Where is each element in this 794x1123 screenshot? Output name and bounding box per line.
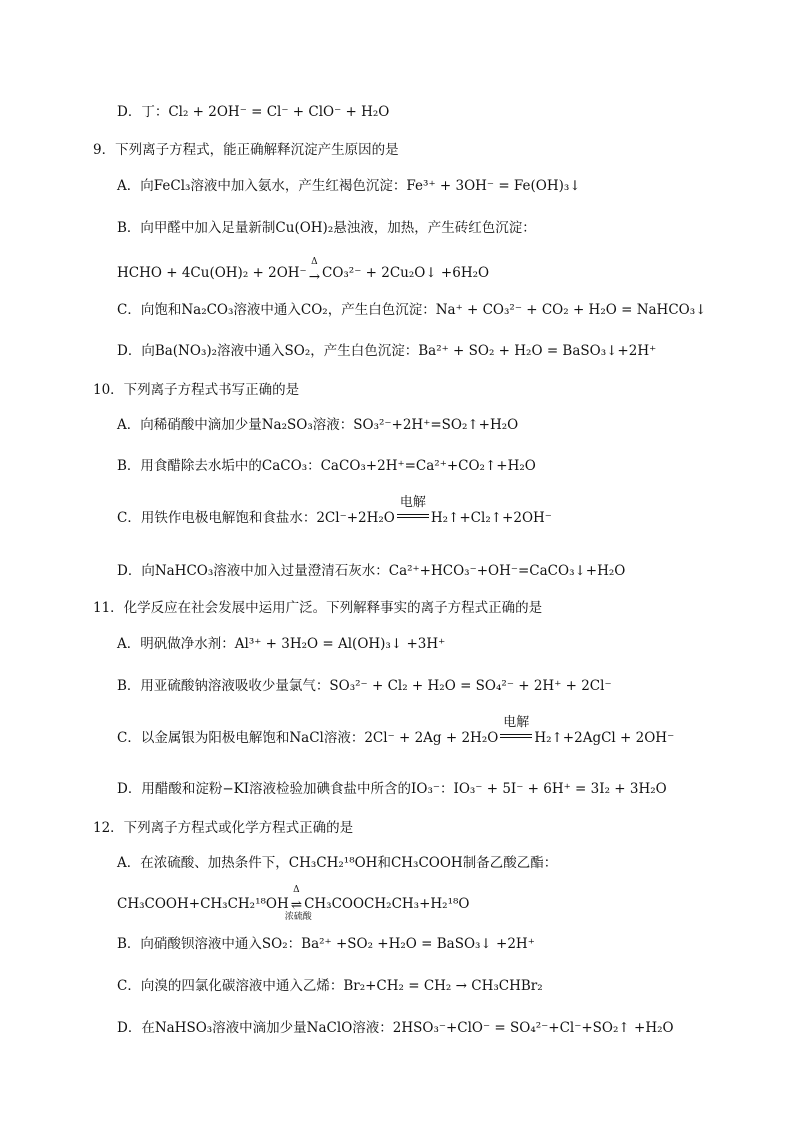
q12-option-a-equation (117, 885, 470, 922)
equation-left: HCHO + 4Cu(OH)₂ + 2OH⁻ (117, 265, 307, 281)
q10-option-b: B．用食醋除去水垢中的CaCO₃：CaCO₃+2H⁺=Ca²⁺+CO₂↑+H₂O (117, 458, 536, 474)
equilibrium-arrow: ⇌ (290, 897, 303, 913)
q10-option-d: D．向NaHCO₃溶液中加入过量澄清石灰水：Ca²⁺+HCO₃⁻+OH⁻=CaCO₃↓+H₂O (117, 563, 626, 579)
q12-option-b: B．向硝酸钡溶液中通入SO₂：Ba²⁺ +SO₂ +H₂O = BaSO₃↓ +2H⁺ (117, 936, 535, 952)
electrolysis-sign (500, 715, 532, 740)
equation-left: C．用铁作电极电解饱和食盐水：2Cl⁻+2H₂O (117, 510, 395, 526)
equation-left: C．以金属银为阳极电解饱和NaCl溶液：2Cl⁻ + 2Ag + 2H₂O (117, 730, 499, 746)
q9-option-b-equation (117, 258, 489, 287)
reversible-arrow (284, 885, 312, 922)
equation-right: CH₃COOCH₂CH₃+H₂¹⁸O (304, 896, 470, 912)
q10-option-a: A．向稀硝酸中滴加少量Na₂SO₃溶液：SO₃²⁻+2H⁺=SO₂↑+H₂O (117, 417, 519, 433)
q10-option-c (117, 495, 552, 528)
q8-option-d: D．丁：Cl₂ + 2OH⁻ = Cl⁻ + ClO⁻ + H₂O (117, 104, 390, 120)
q9-option-d: D．向Ba(NO₃)₂溶液中通入SO₂，产生白色沉淀：Ba²⁺ + SO₂ + H₂O = BaSO₃↓+2H⁺ (117, 343, 657, 359)
reaction-arrow: Δ → (308, 257, 320, 285)
catalyst-label: 浓硫酸 (284, 912, 312, 922)
question-11: 11．化学反应在社会发展中运用广泛。下列解释事实的离子方程式正确的是 (93, 600, 543, 616)
q11-option-c (117, 715, 675, 748)
question-9: 9．下列离子方程式，能正确解释沉淀产生原因的是 (93, 142, 399, 158)
heat-symbol: Δ (293, 885, 300, 895)
equation-left: CH₃COOH+CH₃CH₂¹⁸OH (117, 896, 289, 912)
q12-option-a: A．在浓硫酸、加热条件下，CH₃CH₂¹⁸OH和CH₃COOH制备乙酸乙酯： (117, 855, 558, 871)
question-12: 12．下列离子方程式或化学方程式正确的是 (93, 820, 354, 836)
q11-option-d: D．用醋酸和淀粉−KI溶液检验加碘食盐中所含的IO₃⁻：IO₃⁻ + 5I⁻ + 6H⁺ = 3I₂ + 3H₂O (117, 781, 667, 797)
q12-option-d: D．在NaHSO₃溶液中滴加少量NaClO溶液：2HSO₃⁻+ClO⁻ = SO₄²⁻+Cl⁻+SO₂↑ +H₂O (117, 1020, 674, 1036)
q11-option-b: B．用亚硫酸钠溶液吸收少量氯气：SO₃²⁻ + Cl₂ + H₂O = SO₄²⁻ + 2H⁺ + 2Cl⁻ (117, 678, 612, 694)
q12-option-c: C．向溴的四氯化碳溶液中通入乙烯：Br₂+CH₂ = CH₂ → CH₃CHBr₂ (117, 978, 543, 994)
electrolysis-label: 电解 (503, 715, 530, 730)
q9-option-c: C．向饱和Na₂CO₃溶液中通入CO₂，产生白色沉淀：Na⁺ + CO₃²⁻ + CO₂ + H₂O = NaHCO₃↓ (117, 302, 707, 318)
equation-right: H₂↑+Cl₂↑+2OH⁻ (430, 510, 552, 526)
question-10: 10．下列离子方程式书写正确的是 (93, 382, 300, 398)
heat-symbol: Δ (311, 257, 318, 267)
electrolysis-sign (397, 495, 429, 520)
equation-right: CO₃²⁻ + 2Cu₂O↓ +6H₂O (322, 265, 490, 281)
q9-option-b: B．向甲醛中加入足量新制Cu(OH)₂悬浊液，加热，产生砖红色沉淀： (117, 220, 536, 236)
equation-right: H₂↑+2AgCl + 2OH⁻ (534, 730, 675, 746)
electrolysis-label: 电解 (399, 495, 426, 510)
q11-option-a: A．明矾做净水剂：Al³⁺ + 3H₂O = Al(OH)₃↓ +3H⁺ (117, 636, 446, 652)
q9-option-a: A．向FeCl₃溶液中加入氨水，产生红褐色沉淀：Fe³⁺ + 3OH⁻ = Fe(OH)₃↓ (117, 178, 581, 194)
